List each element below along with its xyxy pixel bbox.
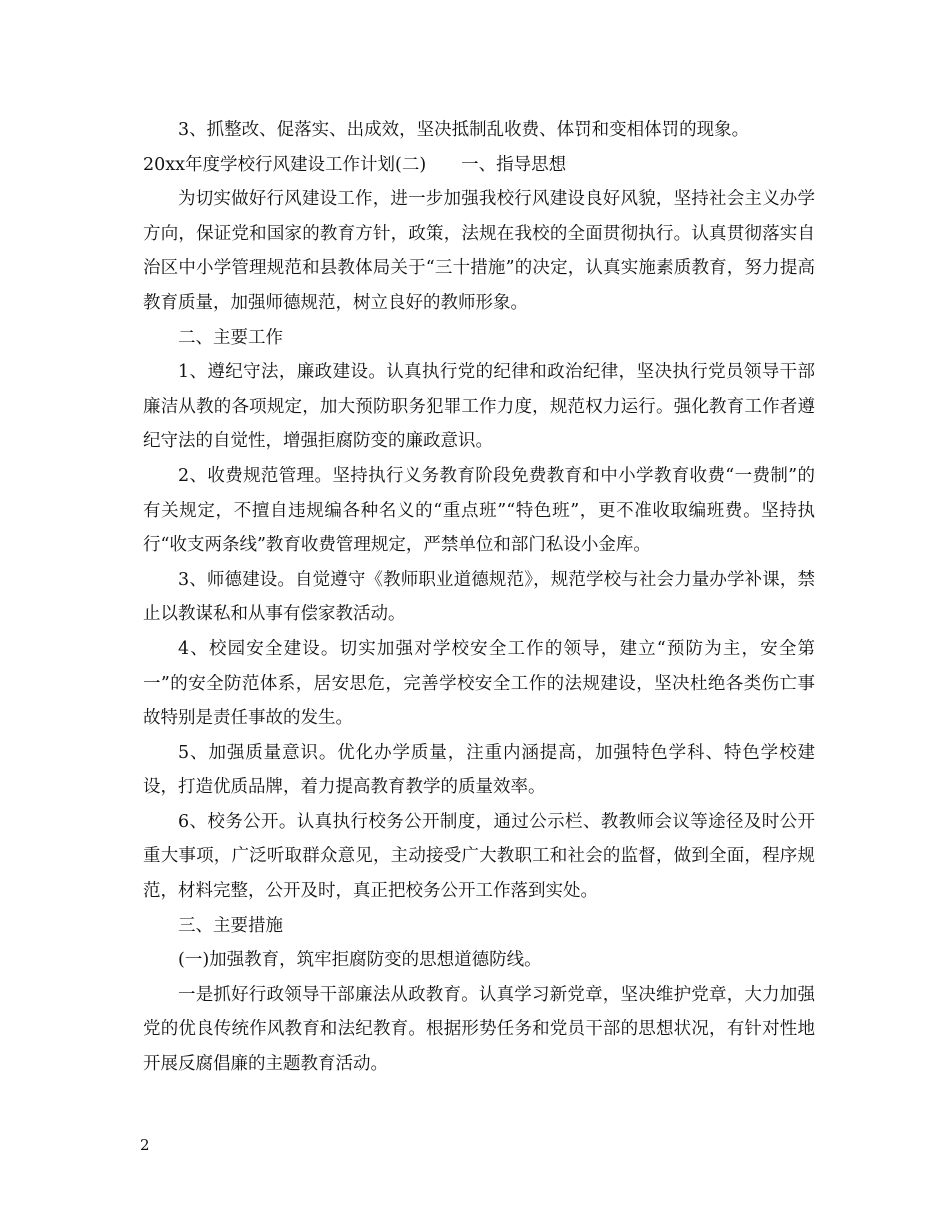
page-number: 2 xyxy=(140,1136,150,1154)
paragraph-safety: 4、校园安全建设。切实加强对学校安全工作的领导，建立“预防为主，安全第一”的安全防范体系，居安思危，完善学校安全工作的法规建设，坚决杜绝各类伤亡事故特别是责任事故的发生。 xyxy=(143,638,815,729)
document-body xyxy=(143,113,815,1082)
paragraph-guiding-thought: 为切实做好行风建设工作，进一步加强我校行风建设良好风貌，坚持社会主义办学方向，保证党和国家的教育方针，政策，法规在我校的全面贯彻执行。认真贯彻落实自治区中小学管理规范和县教体局关于“三十措施”的决定，认真实施素质教育，努力提高教育质量，加强师德规范，树立良好的教师形象。 xyxy=(143,189,815,313)
paragraph-transparency: 6、校务公开。认真执行校务公开制度，通过公示栏、教教师会议等途径及时公开重大事项，广泛听取群众意见，主动接受广大教职工和社会的监督，做到全面，程序规范，材料完整，公开及时，真正把校务公开工作落到实处。 xyxy=(143,811,815,902)
heading-main-measures: 三、主要措施 xyxy=(178,915,283,936)
paragraph-quality: 5、加强质量意识。优化办学质量，注重内涵提高，加强特色学科、特色学校建设，打造优质品牌，着力提高教育教学的质量效率。 xyxy=(143,742,815,798)
paragraph-fees: 2、收费规范管理。坚持执行义务教育阶段免费教育和中小学教育收费“一费制”的有关规定，不擅自违规编各种名义的“重点班”“特色班”，更不准收取编班费。坚持执行“收支两条线”教育收费管理规定，严禁单位和部门私设小金库。 xyxy=(143,465,815,556)
paragraph-leadership-education: 一是抓好行政领导干部廉法从政教育。认真学习新党章，坚决维护党章，大力加强党的优良传统作风教育和法纪教育。根据形势任务和党员干部的思想状况，有针对性地开展反腐倡廉的主题教育活动。 xyxy=(143,984,815,1075)
heading-education-measure: (一)加强教育，筑牢拒腐防变的思想道德防线。 xyxy=(178,950,542,971)
section-title: 20xx年度学校行风建设工作计划(二) 一、指导思想 xyxy=(143,154,567,175)
heading-main-work: 二、主要工作 xyxy=(178,327,283,348)
paragraph-ethics: 3、师德建设。自觉遵守《教师职业道德规范》，规范学校与社会力量办学补课，禁止以教谋私和从事有偿家教活动。 xyxy=(143,569,815,625)
paragraph-discipline: 1、遵纪守法，廉政建设。认真执行党的纪律和政治纪律，坚决执行党员领导干部廉洁从教的各项规定，加大预防职务犯罪工作力度，规范权力运行。强化教育工作者遵纪守法的自觉性，增强拒腐防变的廉政意识。 xyxy=(143,362,815,452)
paragraph-rectification: 3、抓整改、促落实、出成效，坚决抵制乱收费、体罚和变相体罚的现象。 xyxy=(178,120,750,140)
